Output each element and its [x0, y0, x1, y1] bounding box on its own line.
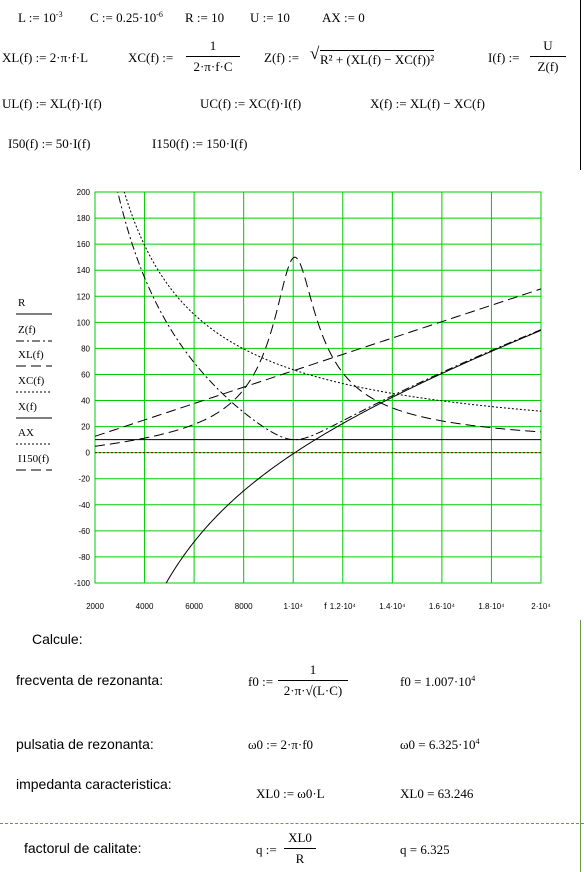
def-I-numerator: U [543, 38, 553, 53]
y-tick-label-11: 120 [76, 292, 90, 302]
legend-label-6: I150(f) [18, 453, 50, 465]
y-tick-label-13: 160 [76, 240, 90, 250]
y-tick-label-14: 180 [76, 214, 90, 224]
y-tick-label-7: 40 [81, 396, 90, 406]
w0-label: pulsatia de rezonanta: [16, 736, 154, 752]
legend-label-2: XL(f) [18, 349, 44, 361]
y-tick-label-10: 100 [76, 318, 90, 328]
y-tick-label-4: -20 [78, 474, 90, 484]
legend-label-0: R [18, 297, 26, 309]
series-6-line [95, 257, 541, 446]
x-tick-label-1: 4000 [135, 602, 154, 611]
def-L: L := $10^{-3}$ [18, 10, 63, 25]
q-fraction [284, 830, 316, 867]
xl0-def: XL0 := ω0·L [256, 786, 325, 801]
plot-chart [0, 180, 584, 620]
def-AX: AX := 0 [322, 10, 365, 25]
def-XC-lhs: XC(f) := [128, 50, 174, 65]
x-tick-label-8: 1.8·10⁴ [478, 602, 505, 611]
def-Z-body: R² + (XL(f) − XC(f))² [320, 52, 435, 67]
calc-heading: Calcule: [32, 631, 83, 647]
def-I-lhs: I(f) := [488, 50, 520, 65]
series-4-line [95, 330, 541, 620]
f0-fraction [278, 662, 348, 699]
f0-result: $f0 = 1.007\cdot 10^4$ [400, 674, 476, 689]
y-tick-label-6: 20 [81, 422, 90, 432]
w0-result: $\omega 0 = 6.325\cdot 10^4$ [400, 737, 480, 752]
def-XC-numerator: 1 [209, 38, 217, 53]
y-tick-label-9: 80 [81, 344, 90, 354]
y-tick-label-3: -40 [78, 500, 90, 510]
q-lhs: q := [256, 842, 277, 857]
def-XC-denominator: 2·π·f·C [193, 59, 233, 74]
y-tick-label-0: -100 [73, 579, 90, 588]
right-edge-line-top [580, 0, 581, 170]
q-label: factorul de calitate: [24, 840, 142, 856]
x-tick-label-0: 2000 [86, 602, 104, 611]
def-I50: I50(f) := 50·I(f) [8, 136, 91, 151]
q-denominator: R [295, 851, 305, 866]
legend-label-3: XC(f) [18, 375, 45, 387]
x-tick-label-3: 8000 [234, 602, 253, 611]
legend-label-1: Z(f) [18, 324, 36, 336]
x-tick-label-4: 1·10⁴ [283, 602, 303, 611]
def-C: C := $0.25\cdot 10^{-6}$ [90, 10, 163, 25]
y-tick-label-15: 200 [76, 188, 90, 197]
f0-label: frecventa de rezonanta: [16, 672, 164, 688]
def-XC-fraction [186, 38, 240, 75]
f0-lhs: f0 := [248, 674, 274, 689]
y-tick-label-1: -80 [78, 552, 90, 562]
y-tick-label-12: 140 [76, 266, 90, 276]
q-result: q = 6.325 [400, 842, 450, 857]
y-tick-label-5: 0 [85, 448, 90, 458]
x-axis-label: f [324, 601, 327, 611]
separator-line [0, 823, 584, 824]
y-tick-label-2: -60 [78, 526, 90, 536]
x-tick-label-9: 2·10⁴ [531, 602, 551, 611]
x-tick-label-2: 6000 [185, 602, 204, 611]
xl0-result: XL0 = 63.246 [400, 786, 474, 801]
f0-denominator: 2·π·√(L·C) [283, 683, 343, 698]
def-UL: UL(f) := XL(f)·I(f) [2, 96, 102, 111]
def-X: X(f) := XL(f) − XC(f) [370, 96, 486, 111]
y-tick-label-8: 60 [81, 370, 90, 380]
def-Z-lhs: Z(f) := [264, 50, 300, 65]
x-tick-label-7: 1.6·10⁴ [428, 602, 455, 611]
def-I-fraction [530, 38, 566, 75]
x-tick-label-6: 1.4·10⁴ [379, 602, 406, 611]
xl0-label: impedanta caracteristica: [16, 776, 172, 792]
def-I150: I150(f) := 150·I(f) [152, 136, 248, 151]
series-2-line [95, 289, 541, 436]
w0-def: ω0 := 2·π·f0 [248, 737, 314, 752]
def-I-denominator: Z(f) [537, 59, 559, 74]
def-Z-sqrt-icon: √ [310, 44, 320, 63]
series-3-line [95, 180, 541, 411]
x-tick-label-5: 1.2·10⁴ [329, 602, 356, 611]
legend-label-5: AX [18, 427, 34, 439]
right-edge-line-bottom [580, 620, 581, 872]
def-XL: XL(f) := 2·π·f·L [2, 50, 89, 65]
f0-numerator: 1 [309, 662, 317, 677]
legend-label-4: X(f) [18, 401, 37, 413]
q-numerator: XL0 [288, 830, 312, 845]
def-U: U := 10 [250, 10, 290, 25]
def-UC: UC(f) := XC(f)·I(f) [200, 96, 302, 111]
plot-frame [95, 192, 541, 583]
def-R: R := 10 [185, 10, 225, 25]
